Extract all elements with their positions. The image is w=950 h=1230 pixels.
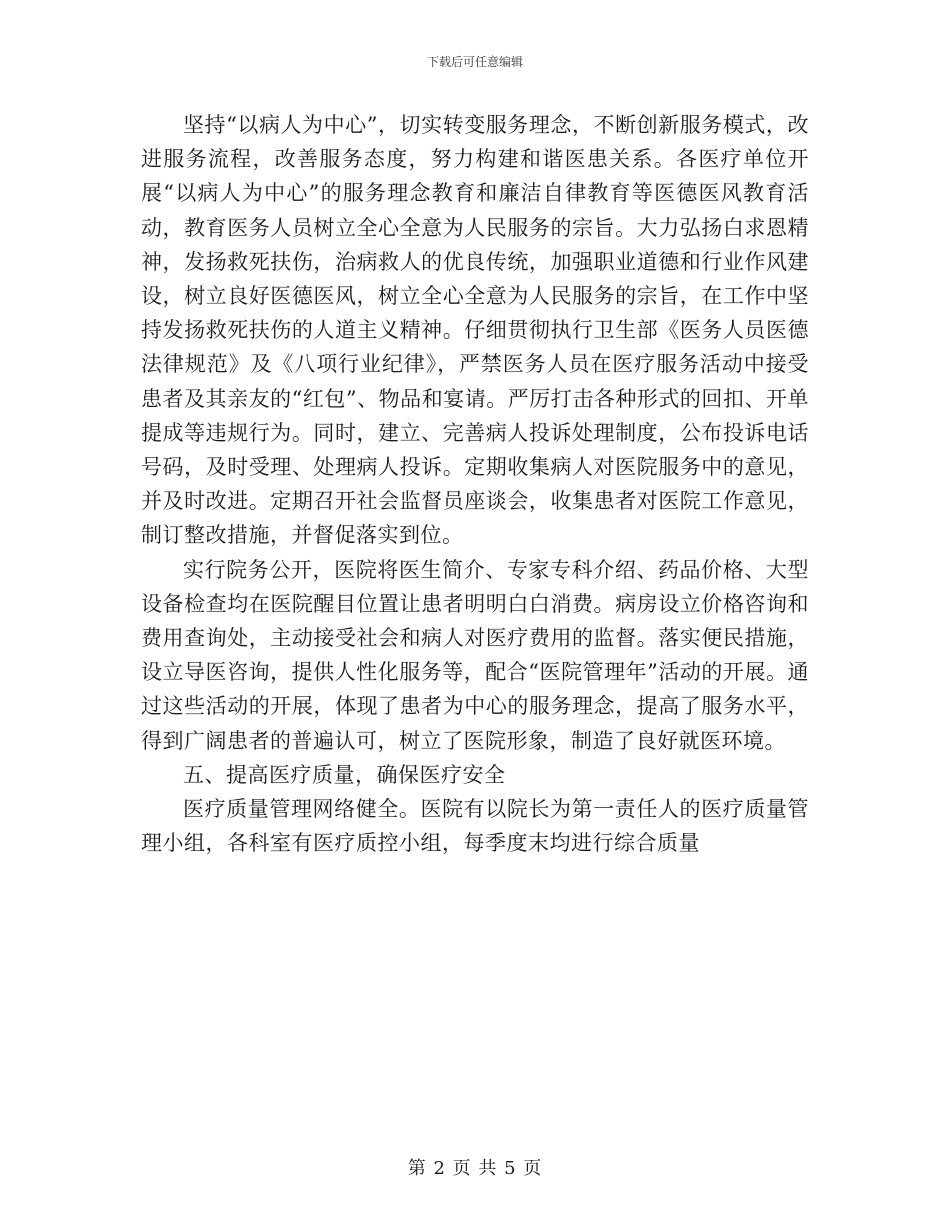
page-number-footer: 第 2 页 共 5 页	[407, 1158, 543, 1179]
paragraph-hospital-affairs-disclosure: 实行院务公开，医院将医生简介、专家专科介绍、药品价格、大型设备检查均在医院醒目位置让患者明明白白消费。病房设立价格咨询和费用查询处，主动接受社会和病人对医疗费用的监督。落实便民措施，设立导医咨询，提供人性化服务等，配合“医院管理年”活动的开展。通过这些活动的开展，体现了患者为中心的服务理念，提高了服务水平，得到广阔患者的普遍认可，树立了医院形象，制造了良好就医环境。	[141, 557, 809, 753]
page-header-note: 下载后可任意编辑	[426, 55, 523, 69]
paragraph-service-philosophy: 坚持“以病人为中心”，切实转变服务理念，不断创新服务模式，改进服务流程，改善服务态度，努力构建和谐医患关系。各医疗单位开展“以病人为中心”的服务理念教育和廉洁自律教育等医德医风教育活动，教育医务人员树立全心全意为人民服务的宗旨。大力弘扬白求恩精神，发扬救死扶伤，治病救人的优良传统，加强职业道德和行业作风建设，树立良好医德医风，树立全心全意为人民服务的宗旨，在工作中坚持发扬救死扶伤的人道主义精神。仔细贯彻执行卫生部《医务人员医德法律规范》及《八项行业纪律》，严禁医务人员在医疗服务活动中接受患者及其亲友的“红包”、物品和宴请。严厉打击各种形式的回扣、开单提成等违规行为。同时，建立、完善病人投诉处理制度，公布投诉电话号码，及时受理、处理病人投诉。定期收集病人对医院服务中的意见，并及时改进。定期召开社会监督员座谈会，收集患者对医院工作意见，制订整改措施，并督促落实到位。	[141, 113, 809, 548]
document-body	[141, 108, 809, 860]
paragraph-quality-management: 医疗质量管理网络健全。医院有以院长为第一责任人的医疗质量管理小组，各科室有医疗质控小组，每季度末均进行综合质量	[141, 797, 809, 856]
section-heading-medical-quality: 五、提高医疗质量，确保医疗安全	[183, 762, 506, 787]
